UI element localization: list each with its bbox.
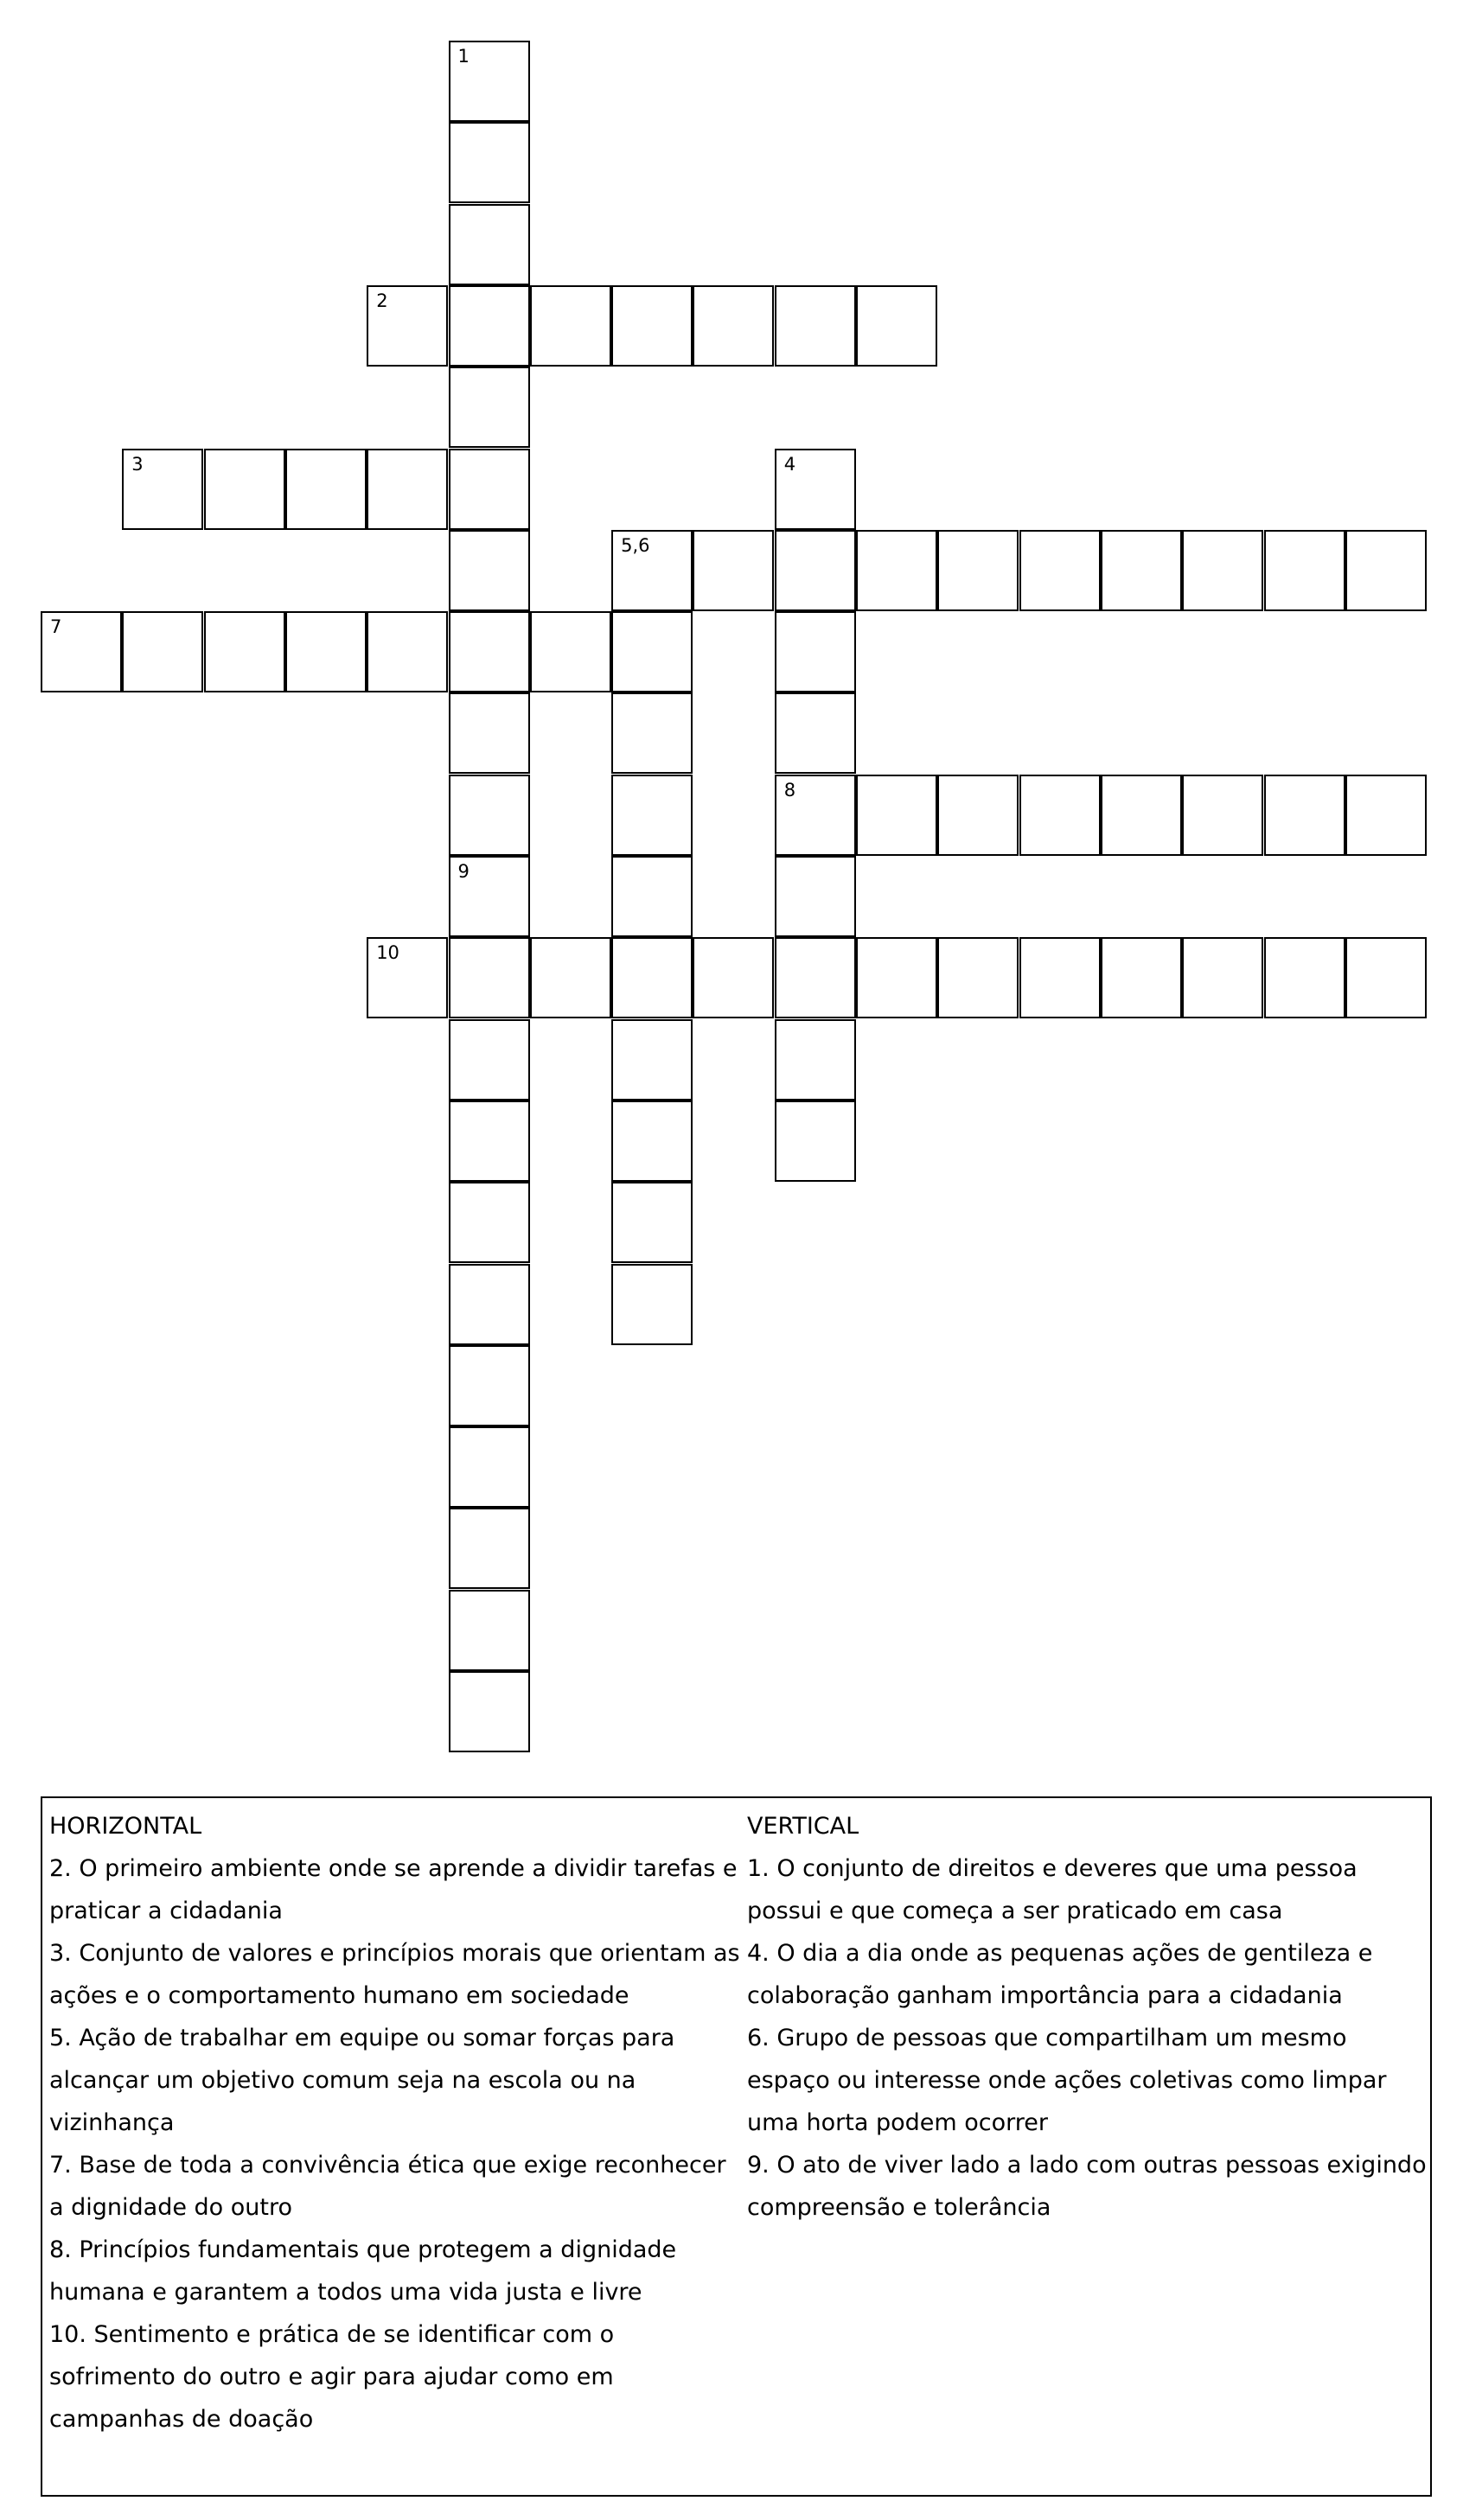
grid-cell[interactable] [775, 1101, 856, 1182]
grid-cell[interactable] [611, 1264, 693, 1345]
grid-cell[interactable] [367, 611, 448, 692]
grid-cell[interactable] [204, 611, 285, 692]
grid-cell[interactable] [611, 937, 693, 1018]
grid-cell[interactable] [1019, 775, 1101, 856]
grid-cell[interactable] [285, 449, 367, 530]
grid-cell[interactable] [611, 611, 693, 692]
grid-cell[interactable] [775, 1019, 856, 1101]
grid-cell[interactable] [1264, 530, 1345, 611]
grid-cell[interactable] [937, 775, 1019, 856]
horizontal-heading: HORIZONTAL [49, 1813, 202, 1840]
grid-cell[interactable] [1345, 937, 1427, 1018]
clue-h10: 10. Sentimento e prática de se identificar com o sofrimento do outro e agir para ajudar como em campanhas de doação [49, 2321, 615, 2433]
grid-cell[interactable] [1264, 775, 1345, 856]
grid-cell[interactable] [611, 530, 693, 611]
grid-cell[interactable] [41, 611, 122, 692]
horizontal-clues [49, 1805, 741, 2440]
clue-number-label: 8 [783, 779, 796, 801]
grid-cell[interactable] [122, 611, 203, 692]
clue-number-label: 7 [50, 616, 62, 638]
grid-cell[interactable] [449, 530, 530, 611]
grid-cell[interactable] [204, 449, 285, 530]
grid-cell[interactable] [856, 937, 937, 1018]
grid-cell[interactable] [1345, 775, 1427, 856]
grid-cell[interactable] [449, 1019, 530, 1101]
clue-number-label: 2 [376, 290, 388, 311]
clue-v4: 4. O dia a dia onde as pequenas ações de gentileza e colaboração ganham importância para a cidadania [747, 1940, 1373, 2009]
grid-cell[interactable] [611, 775, 693, 856]
grid-cell[interactable] [693, 937, 774, 1018]
grid-cell[interactable] [449, 41, 530, 122]
grid-cell[interactable] [1019, 937, 1101, 1018]
grid-cell[interactable] [775, 285, 856, 367]
clue-number-label: 4 [783, 453, 796, 475]
grid-cell[interactable] [775, 449, 856, 530]
grid-cell[interactable] [449, 367, 530, 448]
clue-h7: 7. Base de toda a convivência ética que exige reconhecer a dignidade do outro [49, 2152, 726, 2221]
clue-h5: 5. Ação de trabalhar em equipe ou somar forças para alcançar um objetivo comum seja na escola ou na vizinhança [49, 2025, 675, 2136]
grid-cell[interactable] [122, 449, 203, 530]
grid-cell[interactable] [611, 692, 693, 774]
clue-number-label: 10 [376, 942, 399, 964]
grid-cell[interactable] [775, 611, 856, 692]
grid-cell[interactable] [1019, 530, 1101, 611]
clue-v6: 6. Grupo de pessoas que compartilham um mesmo espaço ou interesse onde ações coletivas como limpar uma horta podem ocorrer [747, 2025, 1387, 2136]
grid-cell[interactable] [367, 937, 448, 1018]
grid-cell[interactable] [775, 530, 856, 611]
grid-cell[interactable] [449, 1508, 530, 1589]
grid-cell[interactable] [530, 937, 611, 1018]
grid-cell[interactable] [775, 775, 856, 856]
grid-cell[interactable] [611, 1019, 693, 1101]
grid-cell[interactable] [449, 775, 530, 856]
grid-cell[interactable] [856, 285, 937, 367]
clue-v1: 1. O conjunto de direitos e deveres que uma pessoa possui e que começa a ser praticado em casa [747, 1855, 1358, 1924]
grid-cell[interactable] [693, 530, 774, 611]
grid-cell[interactable] [693, 285, 774, 367]
clue-number-label: 9 [457, 861, 470, 882]
grid-cell[interactable] [1101, 937, 1182, 1018]
grid-cell[interactable] [449, 611, 530, 692]
clues-box [41, 1796, 1432, 2497]
grid-cell[interactable] [1182, 937, 1263, 1018]
clue-h8: 8. Princípios fundamentais que protegem a dignidade humana e garantem a todos uma vida justa e livre [49, 2236, 677, 2306]
grid-cell[interactable] [530, 285, 611, 367]
grid-cell[interactable] [611, 1182, 693, 1263]
grid-cell[interactable] [937, 530, 1019, 611]
grid-cell[interactable] [367, 449, 448, 530]
grid-cell[interactable] [449, 856, 530, 937]
grid-cell[interactable] [367, 285, 448, 367]
grid-cell[interactable] [449, 1345, 530, 1426]
grid-cell[interactable] [449, 1671, 530, 1752]
grid-cell[interactable] [1182, 775, 1263, 856]
grid-cell[interactable] [611, 285, 693, 367]
grid-cell[interactable] [1182, 530, 1263, 611]
grid-cell[interactable] [449, 204, 530, 285]
grid-cell[interactable] [449, 285, 530, 367]
grid-cell[interactable] [1345, 530, 1427, 611]
grid-cell[interactable] [449, 1182, 530, 1263]
grid-cell[interactable] [611, 1101, 693, 1182]
grid-cell[interactable] [449, 1101, 530, 1182]
grid-cell[interactable] [449, 692, 530, 774]
grid-cell[interactable] [937, 937, 1019, 1018]
clue-v9: 9. O ato de viver lado a lado com outras pessoas exigindo compreensão e tolerância [747, 2152, 1427, 2221]
vertical-clues [747, 1805, 1430, 2229]
grid-cell[interactable] [530, 611, 611, 692]
grid-cell[interactable] [775, 856, 856, 937]
grid-cell[interactable] [1101, 530, 1182, 611]
grid-cell[interactable] [285, 611, 367, 692]
clue-h3: 3. Conjunto de valores e princípios morais que orientam as ações e o comportamento humano em sociedade [49, 1940, 740, 2009]
grid-cell[interactable] [449, 937, 530, 1018]
grid-cell[interactable] [775, 937, 856, 1018]
clue-h2: 2. O primeiro ambiente onde se aprende a dividir tarefas e praticar a cidadania [49, 1855, 738, 1924]
grid-cell[interactable] [449, 1590, 530, 1671]
grid-cell[interactable] [449, 449, 530, 530]
grid-cell[interactable] [449, 1426, 530, 1508]
grid-cell[interactable] [1101, 775, 1182, 856]
vertical-heading: VERTICAL [747, 1813, 859, 1840]
clue-number-label: 3 [131, 453, 144, 475]
clue-number-label: 5,6 [621, 534, 650, 556]
grid-cell[interactable] [611, 856, 693, 937]
grid-cell[interactable] [449, 1264, 530, 1345]
grid-cell[interactable] [775, 692, 856, 774]
grid-cell[interactable] [856, 530, 937, 611]
grid-cell[interactable] [1264, 937, 1345, 1018]
clue-number-label: 1 [457, 46, 470, 67]
grid-cell[interactable] [856, 775, 937, 856]
grid-cell[interactable] [449, 122, 530, 203]
